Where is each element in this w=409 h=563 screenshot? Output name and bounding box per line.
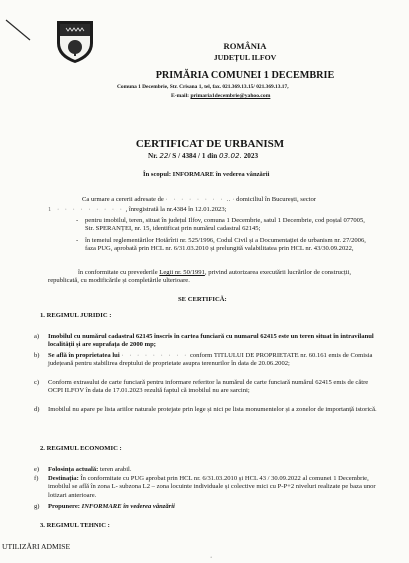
certificate-title: CERTIFICAT DE URBANISM [135, 138, 285, 150]
law-reference: Legii nr. 50/1991 [159, 269, 205, 276]
item-e-label: e) [34, 466, 40, 473]
item-g-key: Propunere: [48, 503, 80, 510]
item-b-label: b) [34, 352, 40, 359]
item-f-value: În conformitate cu PUG aprobat prin HCL nr. 6/31.03.2010 și HCL 43 / 30.09.2022 al comunei 1 Decembrie, imobilul se află în zona L- subzona L2 – zona locuinte individuale și colective mici cu P-P+2 niveluri realizate pe baza unor lotizari anterioare. [48, 475, 376, 499]
item-f-key: Destinația: [48, 475, 79, 482]
header-email-line [171, 93, 270, 100]
number-prefix: Nr. [148, 152, 158, 160]
item-a: Imobilul cu numărul cadastral 62145 înscris în cartea funciară cu numarul 62415 este un teren situat în intravilanul localității și are suprafața de 2000 mp; [48, 333, 374, 349]
item-d-label: d) [34, 406, 40, 413]
page-mark: · [210, 554, 213, 561]
item-b-start: Se află în proprietatea lui [48, 352, 120, 359]
request-domicile: domiciliul în București, sector [236, 196, 316, 203]
redacted-owner: · · · · · · · · · [121, 352, 189, 359]
section-3-heading: 3. REGIMUL TEHNIC : [40, 522, 110, 529]
item-e-value: teren arabil. [100, 466, 132, 473]
item-b-rest: conform TITLULUI DE PROPRIETATE nr. 60.161 emis de Comisia județeană pentru stabilirea dreptului de proprietate asupra terenurilor în data de 20.06.2002; [48, 352, 373, 368]
request-start: Ca urmare a cererii adresate de [82, 196, 164, 203]
request-reg: , înregistrată la nr.4384 în 12.01.2023; [125, 206, 227, 213]
certificate-purpose: În scopul: INFORMARE în vederea vânzării [143, 171, 270, 178]
header-country: ROMÂNIA [223, 41, 267, 51]
certificate-number-line [148, 151, 258, 161]
email-label: E-mail: [171, 93, 190, 99]
bullet-dash-1: - [76, 217, 79, 224]
header-address: Comuna 1 Decembrie, Str. Crisana 1, tel, fax. 021.369.13.15/ 021.369.13.17, [117, 84, 289, 90]
section-1-heading: 1. REGIMUL JURIDIC : [40, 312, 112, 319]
item-d: Imobilul nu apare pe lista ariilor naturale protejate prin lege și nici pe lista monumentelor și a zonelor de importanță istorică. [48, 406, 377, 413]
item-c: Conform extrasului de carte funciară pentru informare referitor la numărul de carte funciară numărul 62415 emis de către OCPI ILFOV în data de 17.01.2023 rezultă faptul că imobilul nu are sarcini; [48, 379, 369, 395]
footer-admitted-uses: UTILIZĂRI ADMISE [2, 542, 71, 551]
se-certifica: SE CERTIFICĂ: [178, 296, 227, 303]
bullet-1: pentru imobilul, teren, situat în județul Ilfov, comuna 1 Decembrie, satul 1 Decembrie, cod poștal 077005, Str. SPERANȚEI, nr. 15, identificat prin numărul cadastral 62145; [85, 217, 365, 233]
law-paragraph [48, 269, 378, 286]
bullet-dash-2: - [76, 237, 79, 244]
section-2-heading: 2. REGIMUL ECONOMIC : [40, 445, 122, 452]
year: 2023 [243, 152, 259, 160]
redacted-name-1: · · · · · · · · [165, 196, 225, 203]
item-g [48, 503, 175, 511]
header-institution: PRIMĂRIA COMUNEI 1 DECEMBRIE [155, 70, 335, 81]
redacted-sector: 1 · · · · · · · · · [48, 206, 124, 213]
number-handwritten: 22 [159, 151, 169, 160]
header-county: JUDEȚUL ILFOV [213, 53, 277, 62]
request-reg-line [48, 206, 226, 214]
item-c-label: c) [34, 379, 40, 386]
item-g-label: g) [34, 503, 40, 510]
coat-of-arms-logo [54, 17, 96, 65]
law-prefix: în conformitate cu prevederile [78, 269, 158, 276]
item-a-label: a) [34, 333, 40, 340]
item-f [48, 475, 378, 500]
item-e-key: Folosința actuală: [48, 466, 99, 473]
email-link[interactable]: primaria1decembrie@yahoo.com [190, 93, 271, 99]
redacted-mark: ‥ · [226, 196, 235, 203]
number-printed: / S / 4384 / 1 [168, 152, 206, 160]
law-rest: , privind autorizarea executării lucrărilor de construcții, republicată, cu modificările și completările ulterioare. [48, 269, 352, 285]
date-handwritten: 03.02. [219, 151, 242, 160]
bullet-2: în temeiul reglementărilor Hotărîrii nr. 525/1996, Codul Civil și a Documentației de urbanism nr. 27/2006, faza PUG, aprobată prin HCL nr. 6/31.03.2010 și prelungită valabilitatea prin HCL nr. 43/30.09.2022, [85, 237, 366, 253]
item-b [48, 352, 378, 369]
corner-mark [4, 18, 32, 42]
request-line [82, 196, 316, 204]
item-g-value: INFORMARE în vederea vânzării [81, 503, 175, 510]
date-prefix: din [207, 152, 218, 160]
item-e [48, 466, 132, 474]
item-f-label: f) [34, 475, 39, 482]
